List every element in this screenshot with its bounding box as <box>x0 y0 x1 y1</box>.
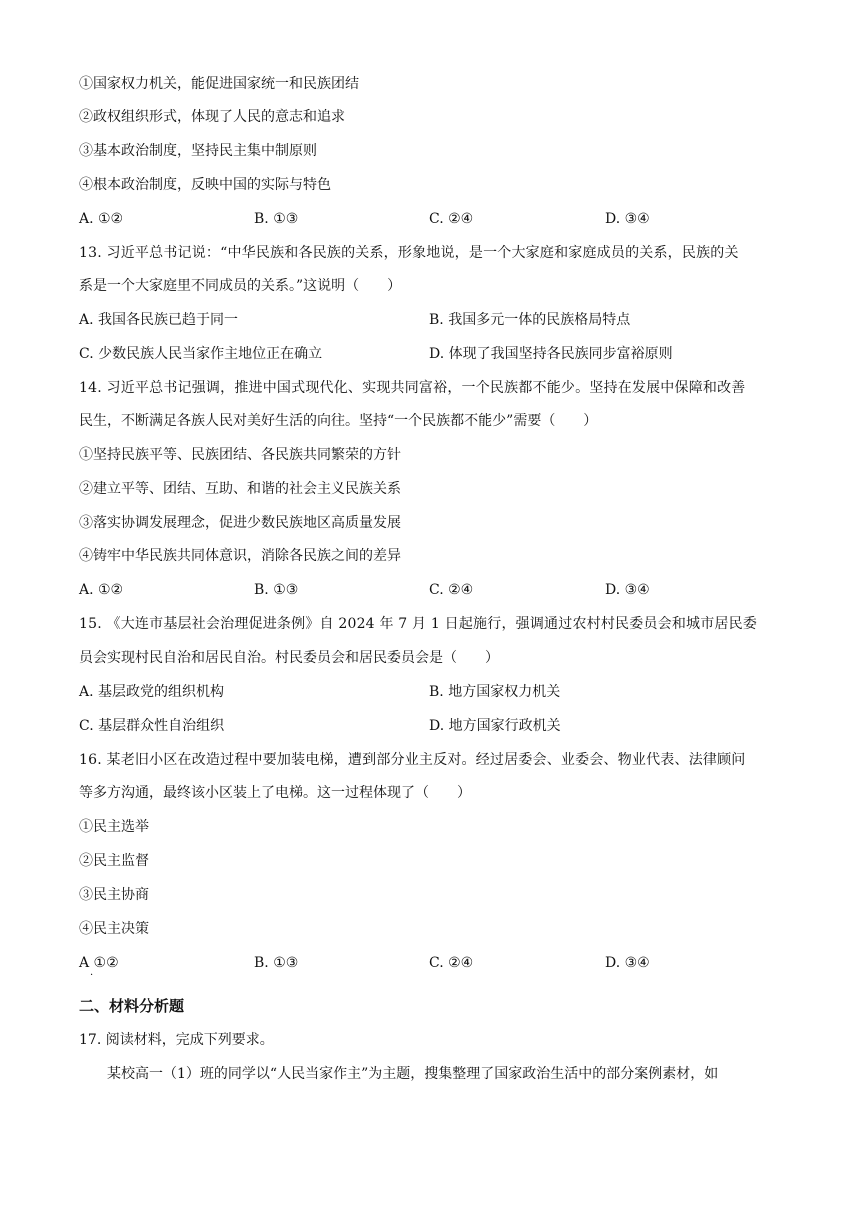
q14-item-1: ①坚持民族平等、民族团结、各民族共同繁荣的方针 <box>79 447 401 463</box>
q14-item-3: ③落实协调发展理念，促进少数民族地区高质量发展 <box>79 515 401 531</box>
q16-item-1: ①民主选举 <box>79 819 149 835</box>
q16-item-4: ④民主决策 <box>79 921 149 937</box>
q16-stem-line1: 16. 某老旧小区在改造过程中要加装电梯，遭到部分业主反对。经过居委会、业委会、物业代表、法律顾问 <box>79 752 746 768</box>
q13-option-a: A. 我国各民族已趋于同一 <box>79 312 239 328</box>
q12-option-b: B. ①③ <box>254 211 299 227</box>
q15-option-a: A. 基层政党的组织机构 <box>79 684 225 700</box>
q12-item-2: ②政权组织形式，体现了人民的意志和追求 <box>79 109 345 125</box>
q13-stem-line2: 系是一个大家庭里不同成员的关系。”这说明（ ） <box>79 278 402 294</box>
q14-option-a: A. ①② <box>79 582 124 598</box>
q16-option-b: B. ①③ <box>254 955 299 971</box>
q13-option-b: B. 我国多元一体的民族格局特点 <box>429 312 631 328</box>
q14-option-b: B. ①③ <box>254 582 299 598</box>
q14-item-4: ④铸牢中华民族共同体意识，消除各民族之间的差异 <box>79 548 401 564</box>
stray-dot-mark: · <box>90 970 94 981</box>
q15-option-c: C. 基层群众性自治组织 <box>79 718 225 734</box>
q17-material-line1: 某校高一（1）班的同学以“人民当家作主”为主题，搜集整理了国家政治生活中的部分案例素材，如 <box>107 1066 719 1082</box>
q16-option-d: D. ③④ <box>605 955 650 971</box>
q15-option-d: D. 地方国家行政机关 <box>429 718 561 734</box>
q17-stem: 17. 阅读材料，完成下列要求。 <box>79 1032 274 1048</box>
q12-option-d: D. ③④ <box>605 211 650 227</box>
q13-stem-line1: 13. 习近平总书记说：“中华民族和各民族的关系，形象地说，是一个大家庭和家庭成员的关系，民族的关 <box>79 245 739 261</box>
q16-option-c: C. ②④ <box>429 955 474 971</box>
section-title: 二、材料分析题 <box>79 997 185 1015</box>
q14-option-c: C. ②④ <box>429 582 474 598</box>
q14-item-2: ②建立平等、团结、互助、和谐的社会主义民族关系 <box>79 481 401 497</box>
q13-option-d: D. 体现了我国坚持各民族同步富裕原则 <box>429 346 673 362</box>
q12-option-c: C. ②④ <box>429 211 474 227</box>
q16-stem-line2: 等多方沟通，最终该小区装上了电梯。这一过程体现了（ ） <box>79 785 471 801</box>
q16-item-3: ③民主协商 <box>79 887 149 903</box>
q12-item-1: ①国家权力机关，能促进国家统一和民族团结 <box>79 76 359 92</box>
q14-stem-line1: 14. 习近平总书记强调，推进中国式现代化、实现共同富裕，一个民族都不能少。坚持在发展中保障和改善 <box>79 380 746 396</box>
q15-stem-line2: 员会实现村民自治和居民自治。村民委员会和居民委员会是（ ） <box>79 650 499 666</box>
q15-stem-line1: 15. 《大连市基层社会治理促进条例》自 2024 年 7 月 1 日起施行，强调通过农村村民委员会和城市居民委 <box>79 616 758 632</box>
q12-item-4: ④根本政治制度，反映中国的实际与特色 <box>79 177 331 193</box>
q14-option-d: D. ③④ <box>605 582 650 598</box>
q12-option-a: A. ①② <box>79 211 124 227</box>
q15-option-b: B. 地方国家权力机关 <box>429 684 561 700</box>
q12-item-3: ③基本政治制度，坚持民主集中制原则 <box>79 143 317 159</box>
q14-stem-line2: 民生，不断满足各族人民对美好生活的向往。坚持“一个民族都不能少”需要（ ） <box>79 413 598 429</box>
q16-item-2: ②民主监督 <box>79 853 149 869</box>
q13-option-c: C. 少数民族人民当家作主地位正在确立 <box>79 346 323 362</box>
q16-option-a: A ①② <box>79 955 119 971</box>
